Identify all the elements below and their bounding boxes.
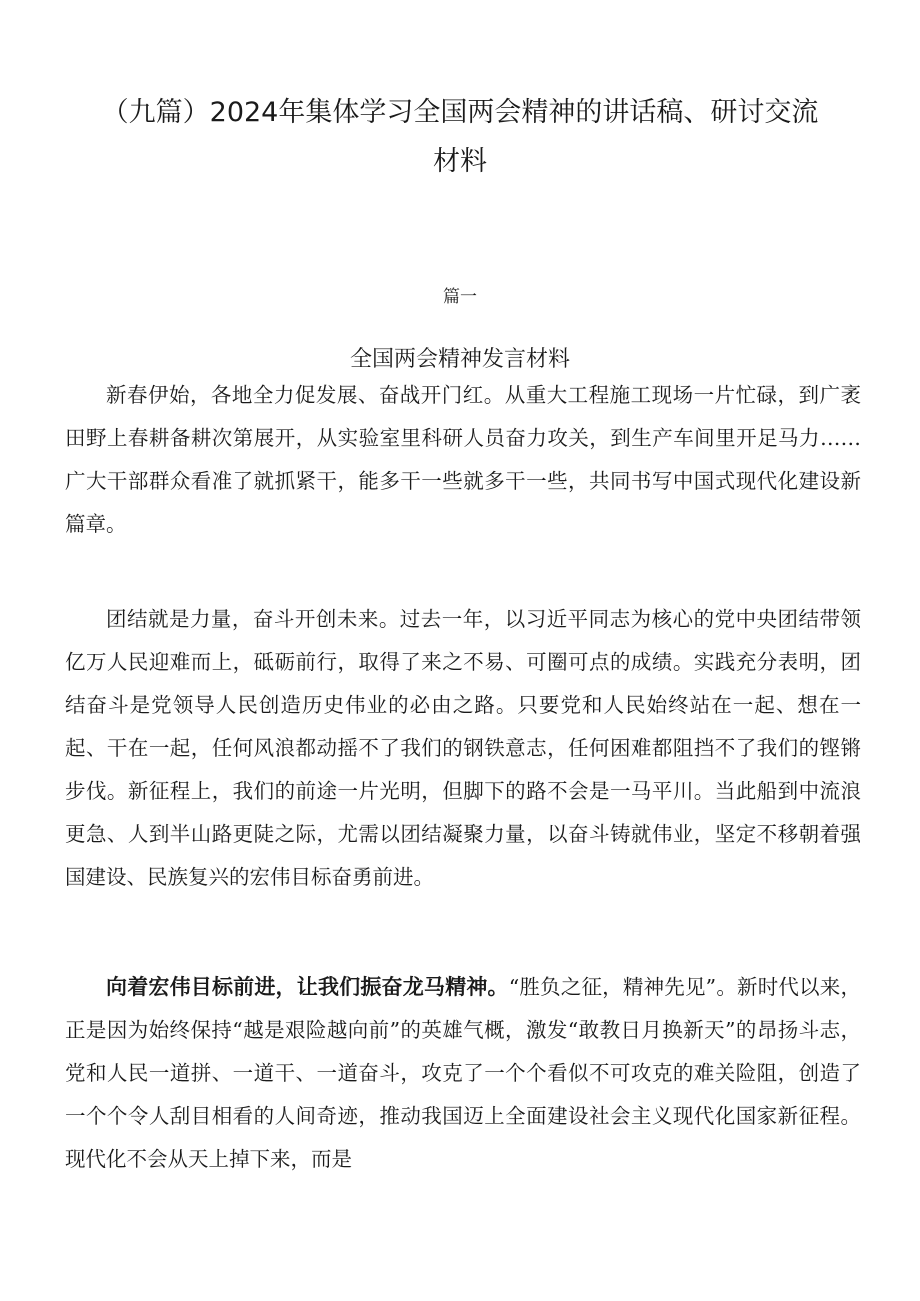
paragraph-2 [65,598,861,899]
section-label: 篇一 [443,287,477,307]
paragraph-3-text: “胜负之征，精神先见”。新时代以来，正是因为始终保持“越是艰险越向前”的英雄气概，激发“敢教日月换新天”的昂扬斗志，党和人民一道拼、一道干、一道奋斗，攻克了一个个看似不可攻克的难关险阻，创造了一个个令人刮目相看的人间奇迹，推动我国迈上全面建设社会主义现代化国家新征程。现代化不会从天上掉下来，而是 [65,975,861,1171]
paragraph-3-lead: 向着宏伟目标前进，让我们振奋龙马精神。 [106,975,509,999]
paragraph-1 [65,374,861,546]
document-title: （九篇）2024年集体学习全国两会精神的讲话稿、研讨交流材料 [101,97,819,177]
paragraph-2-text: 团结就是力量，奋斗开创未来。过去一年，以习近平同志为核心的党中央团结带领亿万人民迎难而上，砥砺前行，取得了来之不易、可圈可点的成绩。实践充分表明，团结奋斗是党领导人民创造历史伟业的必由之路。只要党和人民始终站在一起、想在一起、干在一起，任何风浪都动摇不了我们的钢铁意志，任何困难都阻挡不了我们的铿锵步伐。新征程上，我们的前途一片光明，但脚下的路不会是一马平川。当此船到中流浪更急、人到半山路更陡之际，尤需以团结凝聚力量，以奋斗铸就伟业，坚定不移朝着强国建设、民族复兴的宏伟目标奋勇前进。 [65,607,861,889]
paragraph-3 [65,966,861,1181]
section-heading: 全国两会精神发言材料 [349,347,570,372]
paragraph-1-text: 新春伊始，各地全力促发展、奋战开门红。从重大工程施工现场一片忙碌，到广袤田野上春耕备耕次第展开，从实验室里科研人员奋力攻关，到生产车间里开足马力……广大干部群众看准了就抓紧干，能多干一些就多干一些，共同书写中国式现代化建设新篇章。 [65,383,861,536]
